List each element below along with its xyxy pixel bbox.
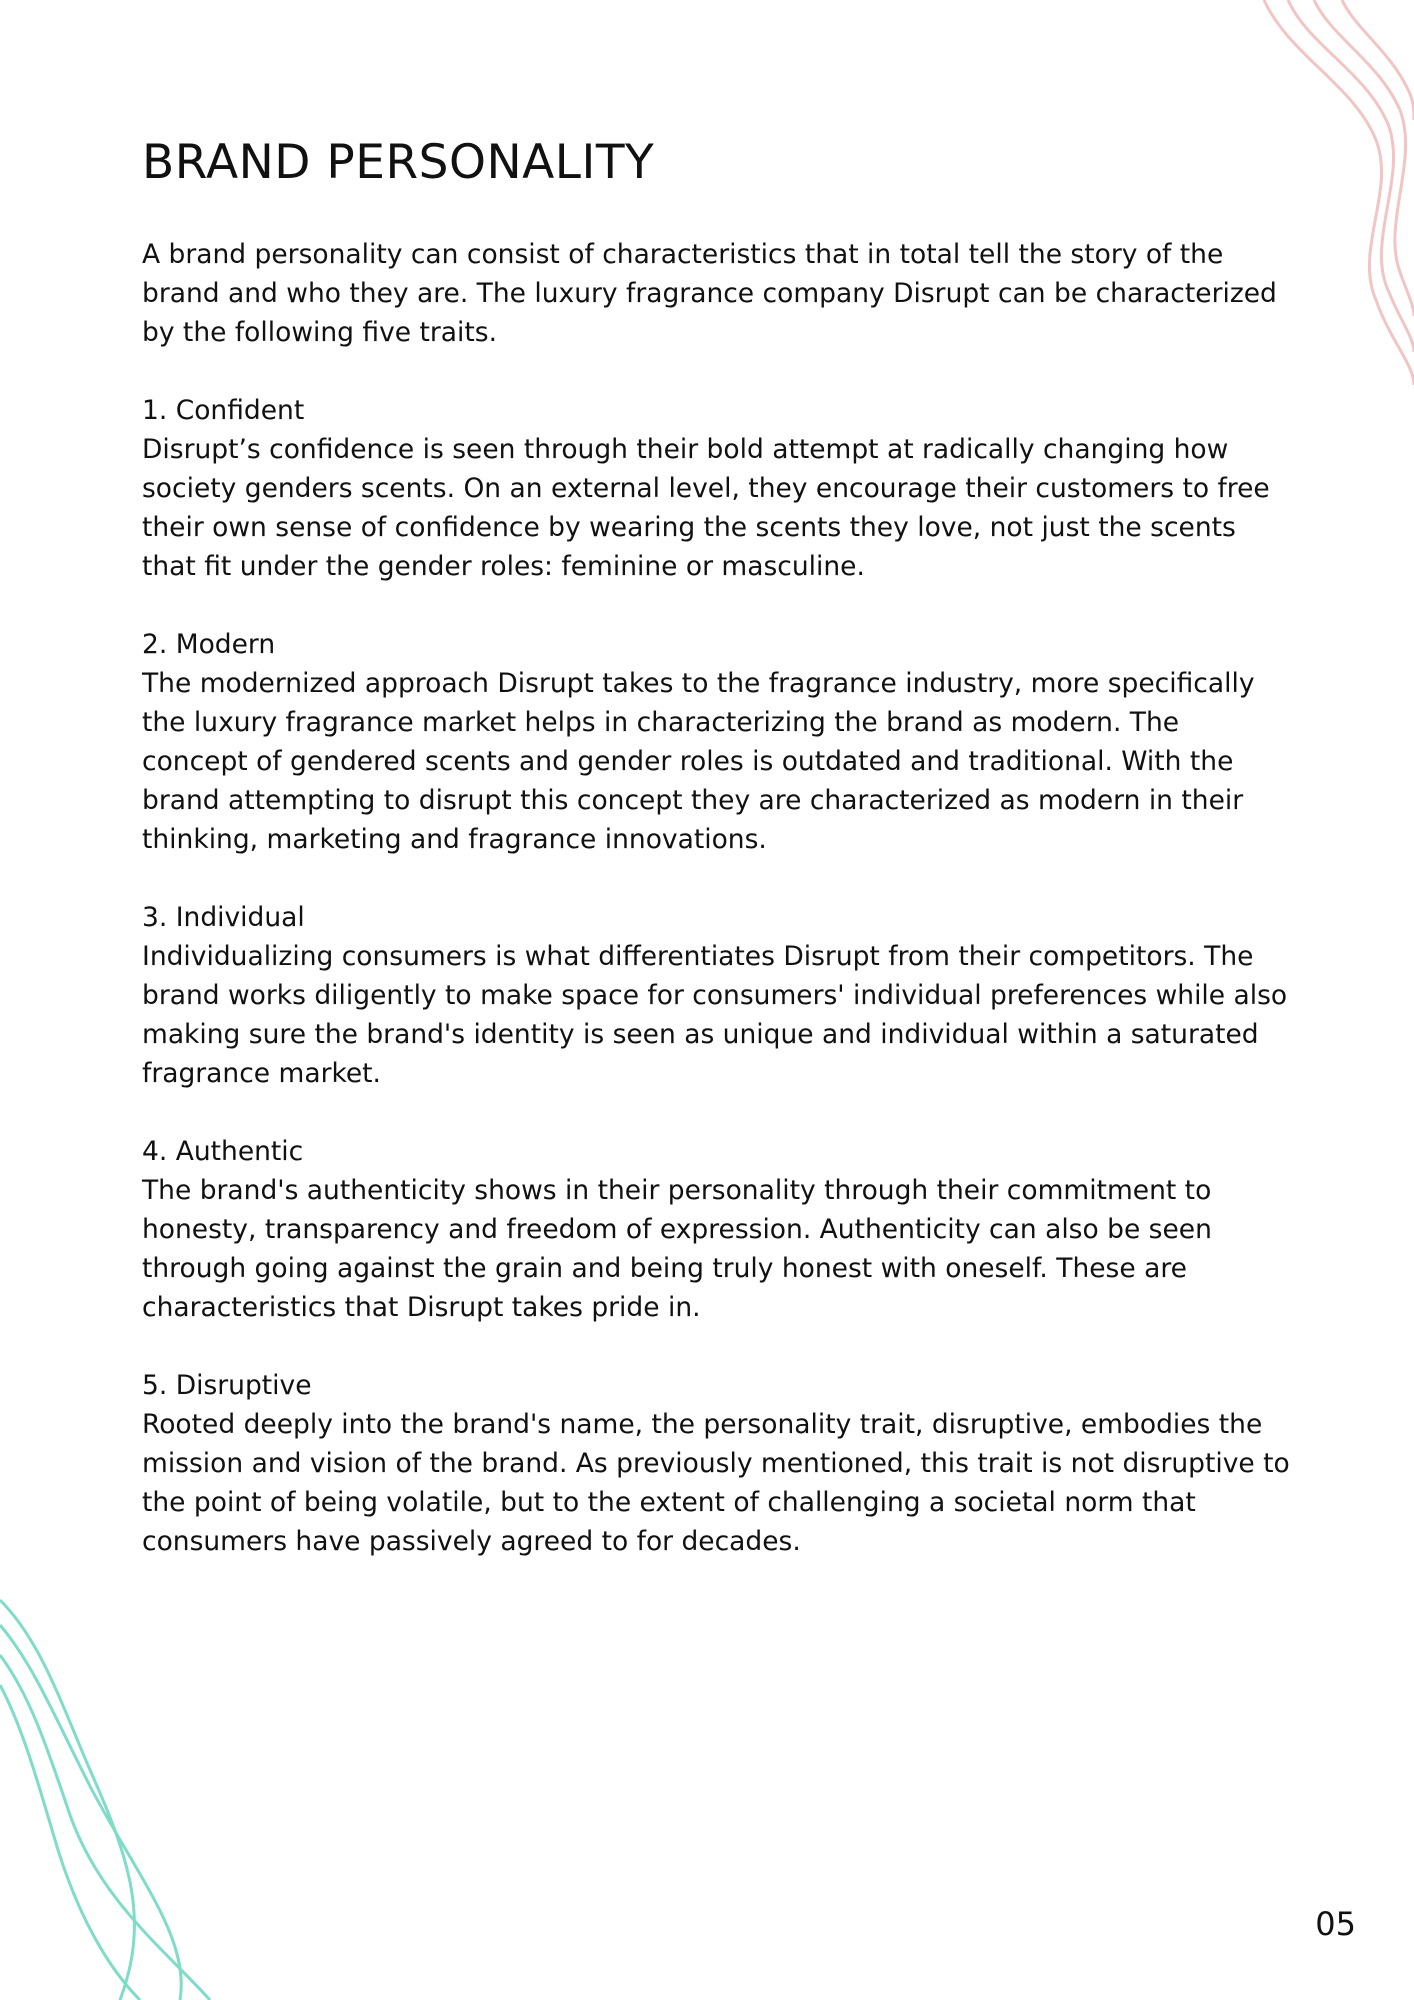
trait-heading: 4. Authentic bbox=[142, 1136, 304, 1168]
trait-modern bbox=[142, 625, 1292, 859]
trait-description: Rooted deeply into the brand's name, the personality trait, disruptive, embodies the mission and vision of the brand. As previously mentioned, this trait is not disruptive to the point of being volatile, but to the extent of challenging a societal norm that consumers have passively agreed to for decades. bbox=[142, 1409, 1290, 1558]
trait-description: Individualizing consumers is what differentiates Disrupt from their competitors. The brand works diligently to make space for consumers' individual preferences while also making sure the brand's identity is seen as unique and individual within a saturated fragrance market. bbox=[142, 941, 1288, 1090]
trait-individual bbox=[142, 898, 1292, 1093]
main-content bbox=[142, 135, 1292, 1600]
trait-description: The brand's authenticity shows in their personality through their commitment to honesty, transparency and freedom of expression. Authenticity can also be seen through going against the grain and being truly honest with oneself. These are characteristics that Disrupt takes pride in. bbox=[142, 1175, 1212, 1324]
trait-heading: 2. Modern bbox=[142, 629, 276, 661]
trait-heading: 3. Individual bbox=[142, 902, 305, 934]
trait-confident bbox=[142, 391, 1292, 586]
trait-disruptive bbox=[142, 1366, 1292, 1561]
teal-wave-lines-icon bbox=[0, 1580, 240, 2000]
page-title: BRAND PERSONALITY bbox=[142, 135, 655, 190]
trait-heading: 5. Disruptive bbox=[142, 1370, 312, 1402]
trait-heading: 1. Confident bbox=[142, 395, 305, 427]
trait-authentic bbox=[142, 1132, 1292, 1327]
trait-description: Disrupt’s confidence is seen through their bold attempt at radically changing how society genders scents. On an external level, they encourage their customers to free their own sense of confidence by wearing the scents they love, not just the scents that fit under the gender roles: feminine or masculine. bbox=[142, 434, 1270, 583]
intro-paragraph: A brand personality can consist of characteristics that in total tell the story of the brand and who they are. The luxury fragrance company Disrupt can be characterized by the following five traits. bbox=[142, 239, 1277, 349]
trait-description: The modernized approach Disrupt takes to the fragrance industry, more specifically the luxury fragrance market helps in characterizing the brand as modern. The concept of gendered scents and gender roles is outdated and traditional. With the brand attempting to disrupt this concept they are characterized as modern in their thinking, marketing and fragrance innovations. bbox=[142, 668, 1255, 856]
page-number: 05 bbox=[1315, 1905, 1356, 1943]
